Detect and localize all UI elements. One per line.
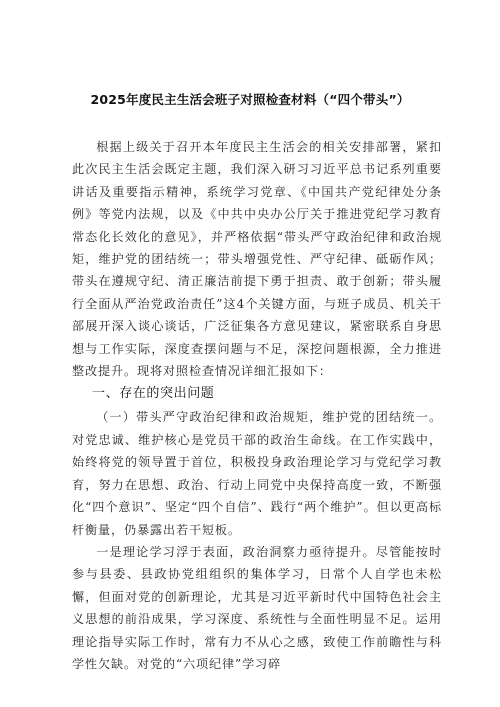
- document-title: 2025年度民主生活会班子对照检查材料（“四个带头”）: [90, 92, 410, 107]
- point-one-paragraph: （一）带头严守政治纪律和政治规矩，维护党的团结统一。对党忠诚、维护核心是党员干部的政治生命线。在工作实践中，始终将党的领导置于首位，积极投身政治理论学习与党纪学习教育，努力在思想、政治、行动上同党中央保持高度一致，不断强化“四个意识”、坚定“四个自信”、践行“两个维护”。但以更高标杆衡量，仍暴露出若干短板。: [72, 410, 442, 537]
- issue-one-paragraph: 一是理论学习浮于表面，政治洞察力亟待提升。尽管能按时参与县委、县政协党组组织的集体学习，日常个人自学也未松懈，但面对党的创新理论，尤其是习近平新时代中国特色社会主义思想的前沿成果，学习深度、系统性与全面性明显不足。运用理论指导实际工作时，常有力不从心之感，致使工作前瞻性与科学性欠缺。对党的“六项纪律”学习碎: [72, 544, 442, 671]
- document-body: [72, 136, 442, 675]
- section-heading-problems: 一、存在的突出问题: [92, 386, 215, 402]
- intro-paragraph: 根据上级关于召开本年度民主生活会的相关安排部署，紧扣此次民主生活会既定主题，我们深入研习习近平总书记系列重要讲话及重要指示精神，系统学习党章、《中国共产党纪律处分条例》等党内法规，以及《中共中央办公厅关于推进党纪学习教育常态化长效化的意见》，并严格依据“带头严守政治纪律和政治规矩，维护党的团结统一；带头增强党性、严守纪律、砥砺作风；带头在遵规守纪、清正廉洁前提下勇于担责、敢于创新；带头履行全面从严治党政治责任”这4个关键方面，与班子成员、机关干部展开深入谈心谈话，广泛征集各方意见建议，紧密联系自身思想与工作实际，深度查摆问题与不足，深挖问题根源，全力推进整改提升。现将对照检查情况详细汇报如下：: [72, 140, 442, 379]
